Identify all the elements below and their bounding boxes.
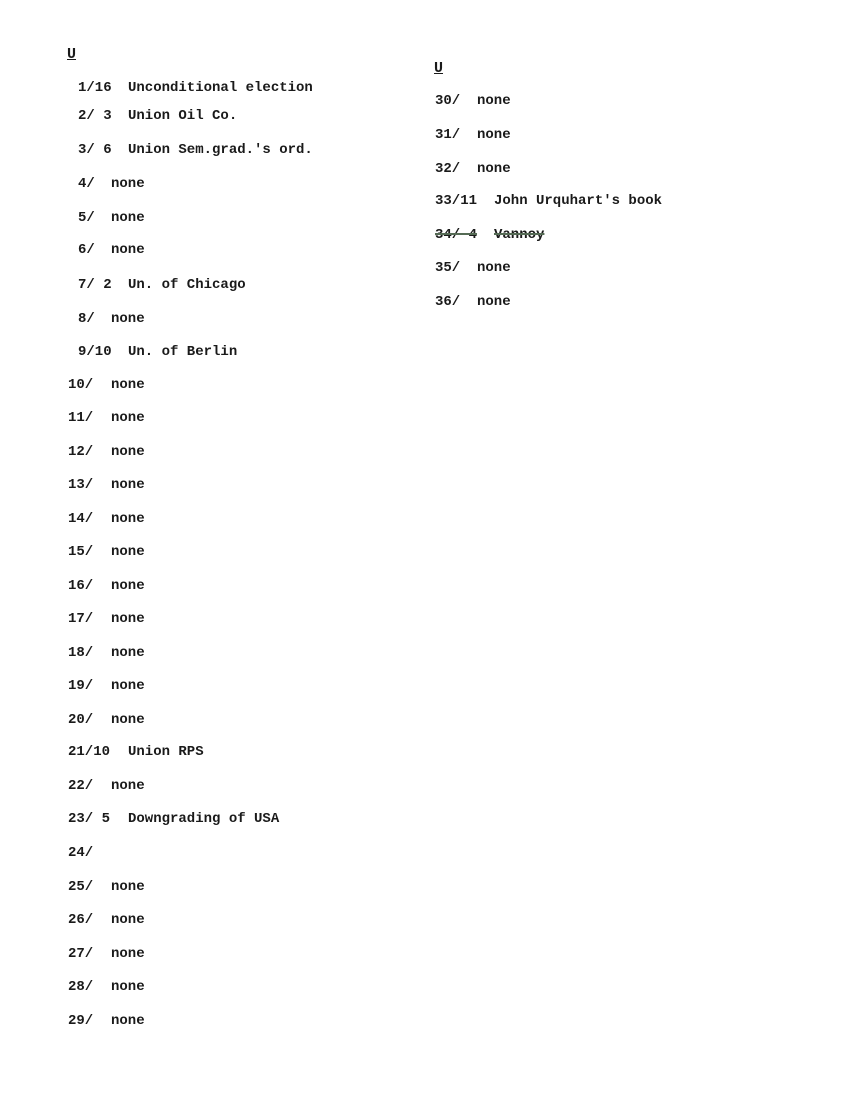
entry-text: Union Oil Co. [128,108,238,124]
entry-number: 35/ [435,260,461,276]
entry-number: 10/ [68,377,94,393]
entry-text: none [111,410,145,426]
entry-text: none [111,1013,145,1029]
entry-text: none [111,778,145,794]
entry-number: 36/ [435,294,461,310]
left-column-heading: U [67,46,77,63]
entry-number: 26/ [68,912,94,928]
entry-text: none [477,127,511,143]
right-column-heading: U [434,60,444,77]
entry-number: 24/ [68,845,94,861]
entry-number: 15/ [68,544,94,560]
entry-number: 34/ 4 [435,227,478,243]
entry-number: 31/ [435,127,461,143]
entry-number: 27/ [68,946,94,962]
entry-text: none [111,712,145,728]
entry-text: none [477,294,511,310]
entry-text: none [477,93,511,109]
entry-text: none [111,511,145,527]
entry-text: none [111,578,145,594]
entry-text: none [111,645,145,661]
entry-number: 33/11 [435,193,478,209]
entry-number: 29/ [68,1013,94,1029]
entry-text: none [477,260,511,276]
entry-number: 4/ [78,176,95,192]
entry-number: 30/ [435,93,461,109]
entry-number: 3/ 6 [78,142,112,158]
entry-text: Vannoy [494,227,545,243]
entry-number: 13/ [68,477,94,493]
entry-number: 23/ 5 [68,811,111,827]
entry-number: 17/ [68,611,94,627]
entry-number: 16/ [68,578,94,594]
entry-number: 9/10 [78,344,112,360]
entry-text: Union Sem.grad.'s ord. [128,142,313,158]
entry-text: none [111,946,145,962]
entry-text: none [111,377,145,393]
entry-text: none [111,611,145,627]
entry-number: 21/10 [68,744,111,760]
entry-number: 22/ [68,778,94,794]
entry-number: 20/ [68,712,94,728]
entry-number: 12/ [68,444,94,460]
entry-number: 19/ [68,678,94,694]
entry-text: none [111,678,145,694]
entry-text: none [111,979,145,995]
entry-text: none [111,912,145,928]
entry-text: none [111,879,145,895]
entry-number: 7/ 2 [78,277,112,293]
entry-number: 2/ 3 [78,108,112,124]
entry-number: 1/16 [78,80,112,96]
entry-number: 11/ [68,410,94,426]
entry-text: Unconditional election [128,80,313,96]
entry-text: John Urquhart's book [494,193,663,209]
entry-number: 8/ [78,311,95,327]
entry-text: Un. of Berlin [128,344,238,360]
entry-number: 18/ [68,645,94,661]
entry-number: 5/ [78,210,95,226]
entry-text: Downgrading of USA [128,811,280,827]
entry-text: Union RPS [128,744,204,760]
entry-text: none [477,161,511,177]
entry-text: none [111,242,145,258]
entry-text: none [111,210,145,226]
entry-number: 25/ [68,879,94,895]
entry-text: none [111,444,145,460]
entry-number: 6/ [78,242,95,258]
entry-number: 28/ [68,979,94,995]
entry-number: 32/ [435,161,461,177]
entry-text: none [111,311,145,327]
entry-text: none [111,176,145,192]
entry-text: Un. of Chicago [128,277,246,293]
entry-number: 14/ [68,511,94,527]
entry-text: none [111,544,145,560]
entry-text: none [111,477,145,493]
